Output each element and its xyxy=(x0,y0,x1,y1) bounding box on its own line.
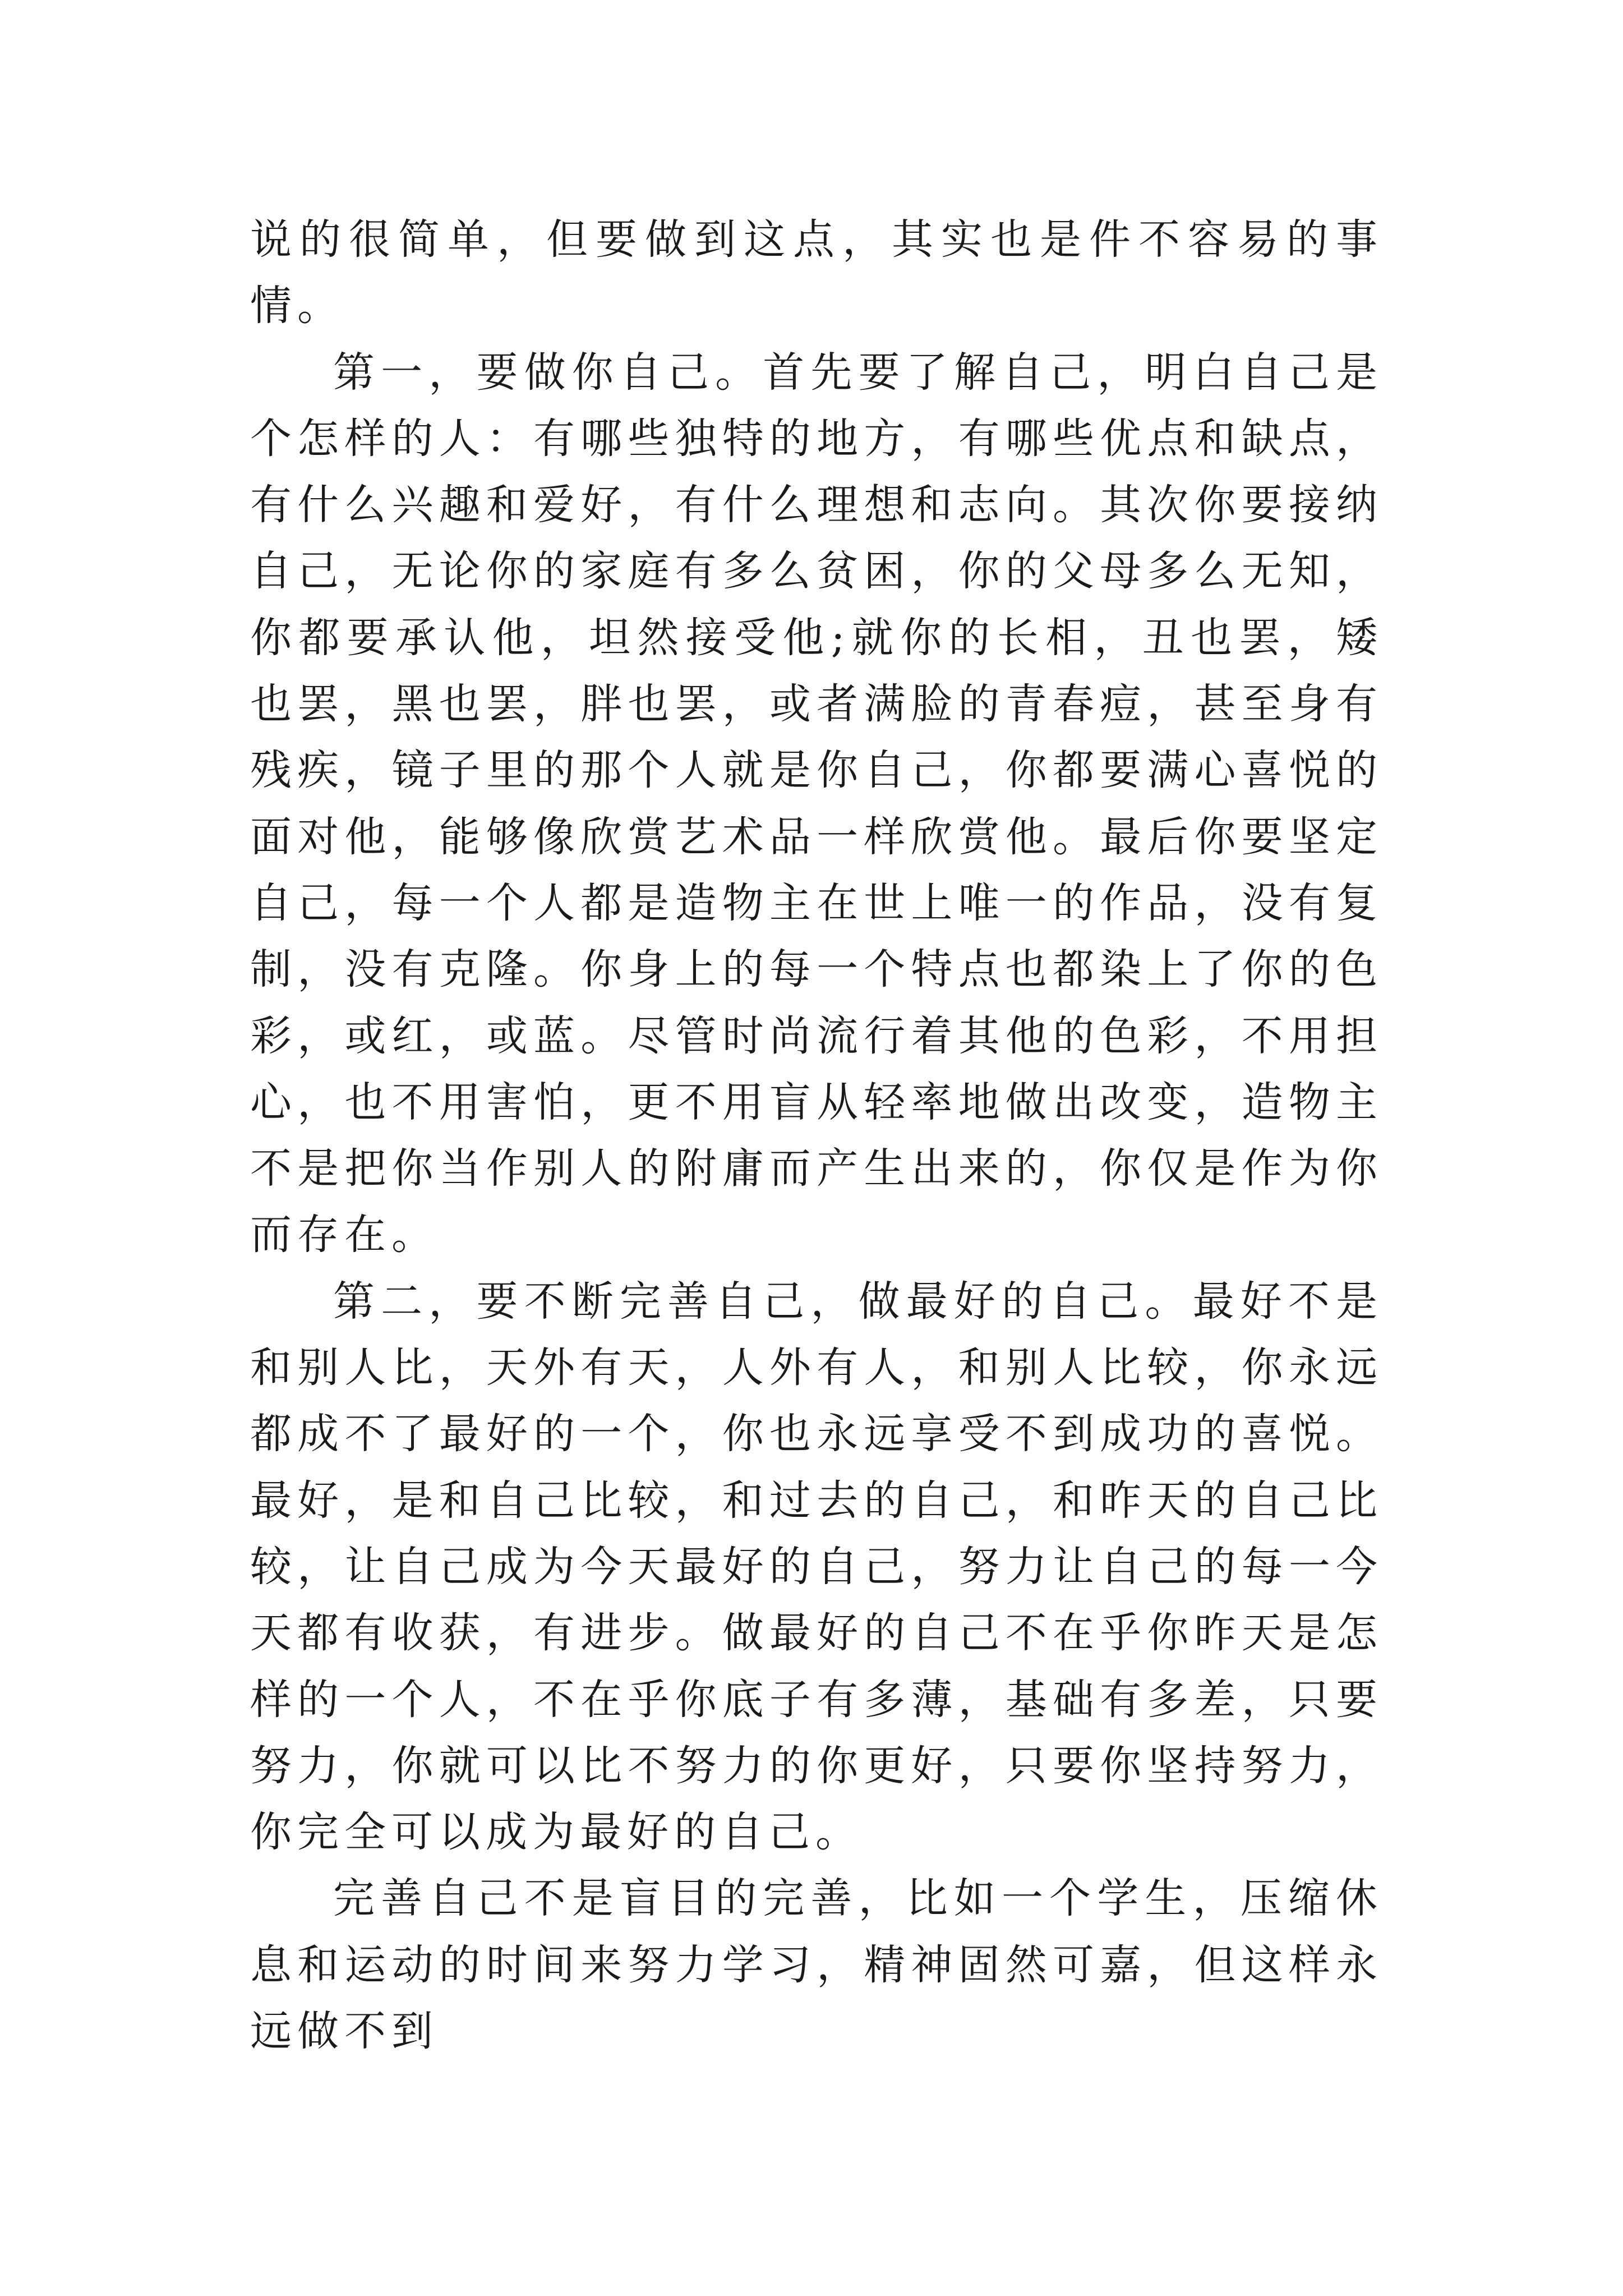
paragraph-1: 说的很简单，但要做到这点，其实也是件不容易的事情。 xyxy=(250,215,1383,330)
paragraph-4: 完善自己不是盲目的完善，比如一个学生，压缩休息和运动的时间来努力学习，精神固然可嘉，但这样永远做不到 xyxy=(250,1874,1383,2056)
paragraph-2: 第一，要做你自己。首先要了解自己，明白自己是个怎样的人：有哪些独特的地方，有哪些优点和缺点，有什么兴趣和爱好，有什么理想和志向。其次你要接纳自己，无论你的家庭有多么贫困，你的父母多么无知，你都要承认他，坦然接受他;就你的长相，丑也罢，矮也罢，黑也罢，胖也罢，或者满脸的青春痘，甚至身有残疾，镜子里的那个人就是你自己，你都要满心喜悦的面对他，能够像欣赏艺术品一样欣赏他。最后你要坚定自己，每一个人都是造物主在世上唯一的作品，没有复制，没有克隆。你身上的每一个特点也都染上了你的色彩，或红，或蓝。尽管时尚流行着其他的色彩，不用担心，也不用害怕，更不用盲从轻率地做出改变，造物主不是把你当作别人的附庸而产生出来的，你仅是作为你而存在。 xyxy=(250,348,1383,1259)
document-body xyxy=(250,206,1383,2064)
paragraph-3: 第二，要不断完善自己，做最好的自己。最好不是和别人比，天外有天，人外有人，和别人比较，你永远都成不了最好的一个，你也永远享受不到成功的喜悦。最好，是和自己比较，和过去的自己，和昨天的自己比较，让自己成为今天最好的自己，努力让自己的每一今天都有收获，有进步。做最好的自己不在乎你昨天是怎样的一个人，不在乎你底子有多薄，基础有多差，只要努力，你就可以比不努力的你更好，只要你坚持努力，你完全可以成为最好的自己。 xyxy=(250,1277,1383,1857)
